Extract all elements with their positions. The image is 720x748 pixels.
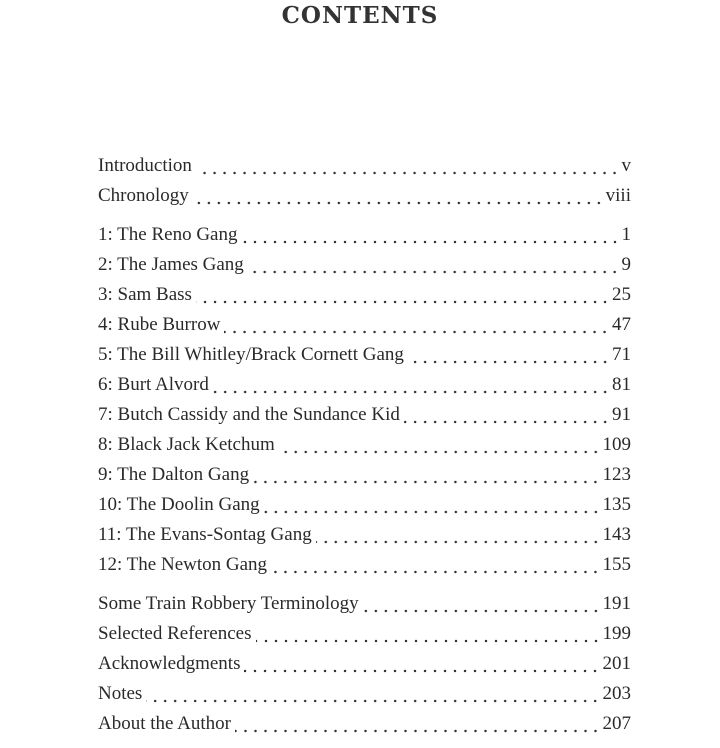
toc-entry-label: 12: The Newton Gang xyxy=(98,554,268,575)
toc-page-number: 91 xyxy=(612,404,631,425)
toc-page-number: 1 xyxy=(621,224,631,245)
toc-entry-label: Chronology xyxy=(98,185,189,206)
toc-entry-label: 6: Burt Alvord xyxy=(98,374,209,395)
toc-page-number: 71 xyxy=(612,344,631,365)
toc-entry-label: Acknowledgments xyxy=(98,653,241,674)
toc-entry-label: Some Train Robbery Terminology xyxy=(98,593,359,614)
toc-entry[interactable] xyxy=(98,589,631,619)
toc-entry[interactable] xyxy=(98,460,631,490)
toc-page-number: 143 xyxy=(602,524,631,545)
toc-entry[interactable] xyxy=(98,619,631,649)
toc-page-number: 199 xyxy=(602,623,631,644)
toc-entry[interactable] xyxy=(98,370,631,400)
toc-entry[interactable] xyxy=(98,430,631,460)
toc-page-number: 203 xyxy=(602,683,631,704)
toc-section xyxy=(98,589,631,739)
toc-page-number: 81 xyxy=(612,374,631,395)
toc-entry-label: 1: The Reno Gang xyxy=(98,224,238,245)
dot-leader xyxy=(264,490,601,520)
dot-leader xyxy=(244,649,600,679)
dot-leader xyxy=(146,679,600,709)
toc-entry-label: Introduction xyxy=(98,155,192,176)
toc-page-number: 155 xyxy=(602,554,631,575)
dot-leader xyxy=(253,460,600,490)
toc-entry[interactable] xyxy=(98,400,631,430)
toc-entry-label: Selected References xyxy=(98,623,252,644)
dot-leader xyxy=(196,280,610,310)
toc-entry[interactable] xyxy=(98,181,631,211)
dot-leader xyxy=(248,250,620,280)
dot-leader xyxy=(224,310,610,340)
toc-page-number: 9 xyxy=(621,254,631,275)
toc-entry-label: 10: The Doolin Gang xyxy=(98,494,260,515)
toc-entry[interactable] xyxy=(98,310,631,340)
table-of-contents xyxy=(98,151,631,748)
toc-page-number: 25 xyxy=(612,284,631,305)
toc-entry-label: 3: Sam Bass xyxy=(98,284,192,305)
toc-page-number: 191 xyxy=(602,593,631,614)
toc-section xyxy=(98,151,631,211)
toc-entry[interactable] xyxy=(98,679,631,709)
dot-leader xyxy=(242,220,620,250)
toc-entry-label: 8: Black Jack Ketchum xyxy=(98,434,275,455)
toc-entry[interactable] xyxy=(98,340,631,370)
toc-entry-label: 9: The Dalton Gang xyxy=(98,464,250,485)
toc-page-number: 123 xyxy=(602,464,631,485)
toc-page-number: 207 xyxy=(602,713,631,734)
dot-leader xyxy=(404,400,610,430)
toc-entry-label: 11: The Evans-Sontag Gang xyxy=(98,524,312,545)
toc-section xyxy=(98,220,631,580)
toc-entry-label: 5: The Bill Whitley/Brack Cornett Gang xyxy=(98,344,404,365)
toc-entry-label: Notes xyxy=(98,683,143,704)
toc-entry-label: 4: Rube Burrow xyxy=(98,314,221,335)
dot-leader xyxy=(193,181,604,211)
dot-leader xyxy=(279,430,601,460)
dot-leader xyxy=(316,520,601,550)
toc-entry-label: 2: The James Gang xyxy=(98,254,244,275)
toc-page-number: 109 xyxy=(602,434,631,455)
page-title: CONTENTS xyxy=(281,2,439,29)
dot-leader xyxy=(235,709,601,739)
dot-leader xyxy=(196,151,620,181)
toc-entry[interactable] xyxy=(98,520,631,550)
toc-page-number: 135 xyxy=(602,494,631,515)
toc-entry[interactable] xyxy=(98,280,631,310)
toc-page-number: 201 xyxy=(602,653,631,674)
toc-entry[interactable] xyxy=(98,709,631,739)
toc-entry[interactable] xyxy=(98,250,631,280)
dot-leader xyxy=(363,589,601,619)
dot-leader xyxy=(213,370,610,400)
toc-entry[interactable] xyxy=(98,649,631,679)
toc-entry[interactable] xyxy=(98,220,631,250)
dot-leader xyxy=(271,550,600,580)
toc-page-number: 47 xyxy=(612,314,631,335)
toc-page-number: v xyxy=(621,155,631,176)
dot-leader xyxy=(256,619,601,649)
toc-entry[interactable] xyxy=(98,151,631,181)
toc-entry[interactable] xyxy=(98,550,631,580)
dot-leader xyxy=(408,340,610,370)
toc-entry[interactable] xyxy=(98,490,631,520)
toc-entry-label: About the Author xyxy=(98,713,231,734)
toc-entry-label: 7: Butch Cassidy and the Sundance Kid xyxy=(98,404,400,425)
toc-page-number: viii xyxy=(605,185,631,206)
